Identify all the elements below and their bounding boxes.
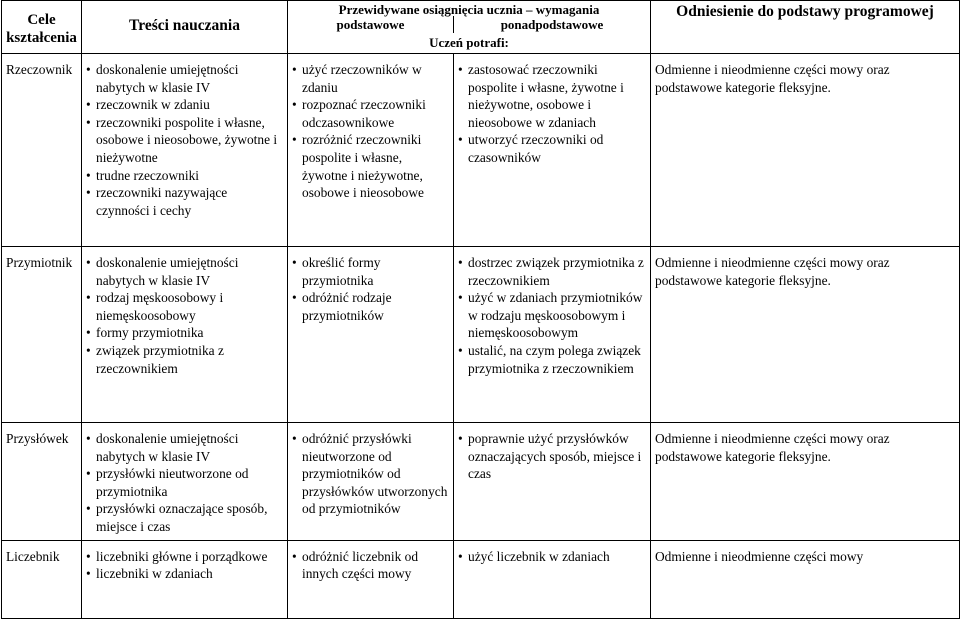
tresci-cell (82, 423, 288, 541)
list-item: • odróżnić przysłówki nieutworzone od przymiotników od przysłówków utworzonych od przymiotników (292, 430, 449, 518)
list-item: • liczebniki w zdaniach (86, 565, 283, 583)
list-item: • rzeczownik w zdaniu (86, 96, 283, 114)
list-item: • określić formy przymiotnika (292, 254, 449, 289)
list-item: • użyć rzeczowników w zdaniu (292, 61, 449, 96)
podstawowe-cell (288, 540, 454, 618)
list-item: • poprawnie użyć przysłówków oznaczających sposób, miejsce i czas (458, 430, 646, 483)
table-row (2, 247, 960, 423)
list-item: • liczebniki główne i porządkowe (86, 548, 283, 566)
cel-cell: Rzeczownik (2, 54, 82, 247)
list-item: • odróżnić liczebnik od innych części mowy (292, 548, 449, 583)
header-uczen: Uczeń potrafi: (288, 33, 651, 54)
list-item: • rozpoznać rzeczowniki odczasownikowe (292, 96, 449, 131)
tresci-cell (82, 54, 288, 247)
cel-cell: Liczebnik (2, 540, 82, 618)
list-item: • doskonalenie umiejętności nabytych w klasie IV (86, 430, 283, 465)
tresci-cell (82, 247, 288, 423)
header-przewidywane: Przewidywane osiągnięcia ucznia – wymagania (288, 1, 651, 17)
ponadpodstawowe-cell (454, 423, 651, 541)
ponadpodstawowe-cell (454, 247, 651, 423)
list-item: • formy przymiotnika (86, 324, 283, 342)
tresci-cell (82, 540, 288, 618)
list-item: • przysłówki oznaczające sposób, miejsce i czas (86, 500, 283, 535)
header-podstawowe: podstawowe (288, 16, 454, 33)
header-ponadpodstawowe: ponadpodstawowe (454, 16, 651, 33)
odniesienie-cell: Odmienne i nieodmienne części mowy oraz podstawowe kategorie fleksyjne. (651, 423, 960, 541)
table-row (2, 54, 960, 247)
list-item: • zastosować rzeczowniki pospolite i własne, żywotne i nieżywotne, osobowe i nieosobowe w zdaniach (458, 61, 646, 131)
odniesienie-cell: Odmienne i nieodmienne części mowy oraz podstawowe kategorie fleksyjne. (651, 54, 960, 247)
podstawowe-cell (288, 54, 454, 247)
list-item: • przysłówki nieutworzone od przymiotnika (86, 465, 283, 500)
list-item: • użyć w zdaniach przymiotników w rodzaju męskoosobowym i niemęskoosobowym (458, 289, 646, 342)
header-odniesienie: Odniesienie do podstawy programowej (651, 1, 960, 54)
list-item: • trudne rzeczowniki (86, 167, 283, 185)
list-item: • rodzaj męskoosobowy i niemęskoosobowy (86, 289, 283, 324)
list-item: • rzeczowniki pospolite i własne, osobowe i nieosobowe, żywotne i nieżywotne (86, 114, 283, 167)
cel-cell: Przysłówek (2, 423, 82, 541)
podstawowe-cell (288, 247, 454, 423)
table-row (2, 423, 960, 541)
list-item: • użyć liczebnik w zdaniach (458, 548, 646, 566)
ponadpodstawowe-cell (454, 54, 651, 247)
odniesienie-cell: Odmienne i nieodmienne części mowy (651, 540, 960, 618)
list-item: • utworzyć rzeczowniki od czasowników (458, 131, 646, 166)
list-item: • dostrzec związek przymiotnika z rzeczownikiem (458, 254, 646, 289)
list-item: • doskonalenie umiejętności nabytych w klasie IV (86, 61, 283, 96)
header-tresci: Treści nauczania (82, 1, 288, 54)
list-item: • rozróżnić rzeczowniki pospolite i własne, żywotne i nieżywotne, osobowe i nieosobowe (292, 131, 449, 201)
podstawowe-cell (288, 423, 454, 541)
header-cele: Cele kształcenia (2, 1, 82, 54)
list-item: • rzeczowniki nazywające czynności i cechy (86, 184, 283, 219)
curriculum-table (1, 0, 960, 619)
ponadpodstawowe-cell (454, 540, 651, 618)
cel-cell: Przymiotnik (2, 247, 82, 423)
odniesienie-cell: Odmienne i nieodmienne części mowy oraz podstawowe kategorie fleksyjne. (651, 247, 960, 423)
list-item: • odróżnić rodzaje przymiotników (292, 289, 449, 324)
table-row (2, 540, 960, 618)
list-item: • doskonalenie umiejętności nabytych w klasie IV (86, 254, 283, 289)
list-item: • ustalić, na czym polega związek przymiotnika z rzeczownikiem (458, 342, 646, 377)
list-item: • związek przymiotnika z rzeczownikiem (86, 342, 283, 377)
